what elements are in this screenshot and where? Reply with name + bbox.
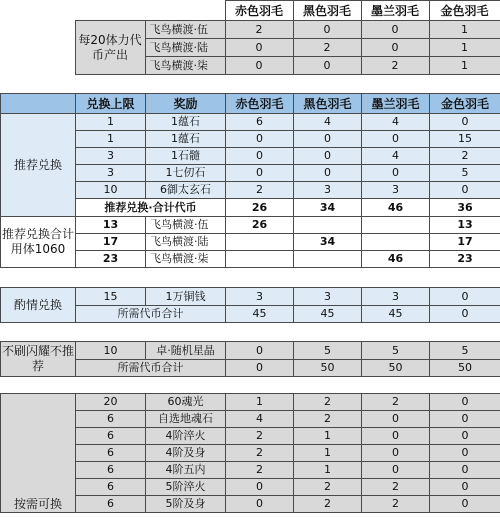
cell-value: 2 <box>430 148 500 165</box>
cell-value: 3 <box>294 288 362 306</box>
cell-value: 2 <box>225 21 293 39</box>
cell-value: 0 <box>430 445 500 462</box>
cell-value: 2 <box>361 57 429 75</box>
cell-value: 0 <box>361 21 429 39</box>
total-value: 46 <box>362 199 430 217</box>
reward-name: 1万铜钱 <box>146 288 226 306</box>
cell-value: 2 <box>362 479 430 496</box>
cell-value: 2 <box>294 394 362 411</box>
total-value: 36 <box>430 199 500 217</box>
cell-value <box>362 234 430 251</box>
header-black-feather: 黑色羽毛 <box>294 94 362 114</box>
reward-name: 1石髓 <box>146 148 226 165</box>
on-demand-exchange-table <box>0 393 500 517</box>
total-value: 50 <box>362 360 430 377</box>
cell-value: 0 <box>430 411 500 428</box>
run-count: 23 <box>76 251 146 268</box>
total-value: 45 <box>294 306 362 323</box>
stage-name: 飞鸟横渡·陆 <box>146 234 226 251</box>
cell-value: 0 <box>226 131 294 148</box>
cell-value: 0 <box>226 479 294 496</box>
cell-value <box>294 251 362 268</box>
header-red-feather: 赤色羽毛 <box>226 94 294 114</box>
reward-name: 6御太玄石 <box>146 182 226 199</box>
cell-value: 0 <box>293 57 361 75</box>
header-ink-feather: 墨兰羽毛 <box>361 1 429 21</box>
cell-value: 0 <box>362 462 430 479</box>
cell-value: 2 <box>226 445 294 462</box>
cell-value: 0 <box>362 411 430 428</box>
stage-name: 飞鸟横渡·柒 <box>145 57 225 75</box>
run-count: 13 <box>76 217 146 234</box>
section-label-on-demand: 按需可换 <box>1 394 76 513</box>
cell-value: 0 <box>430 462 500 479</box>
cell-value: 2 <box>362 496 430 513</box>
cell-value: 3 <box>226 288 294 306</box>
cell-value: 0 <box>430 288 500 306</box>
reward-name: 5阶及身 <box>146 496 226 513</box>
cell-value: 0 <box>430 428 500 445</box>
recommended-total-label: 推荐兑换·合计代币 <box>76 199 226 217</box>
cell-value: 0 <box>226 165 294 182</box>
cell-value: 2 <box>294 479 362 496</box>
exchange-limit: 15 <box>76 288 146 306</box>
cell-value: 17 <box>430 234 500 251</box>
cell-value: 0 <box>226 496 294 513</box>
cell-value: 0 <box>362 428 430 445</box>
cell-value: 4 <box>294 114 362 131</box>
cell-value: 0 <box>361 39 429 57</box>
total-value: 34 <box>294 199 362 217</box>
header-black-feather: 黑色羽毛 <box>293 1 361 21</box>
cell-value: 46 <box>362 251 430 268</box>
cell-value: 1 <box>294 462 362 479</box>
total-value: 26 <box>226 199 294 217</box>
reward-name: 4阶淬火 <box>146 428 226 445</box>
exchange-limit: 3 <box>76 148 146 165</box>
stage-name: 飞鸟横渡·伍 <box>146 217 226 234</box>
section-label-token-output: 每20体力代币产出 <box>75 21 145 75</box>
cell-value: 0 <box>430 114 500 131</box>
cell-value: 0 <box>362 165 430 182</box>
section-label-not-recommended: 不刷闪耀不推荐 <box>1 342 76 377</box>
cell-value: 1 <box>294 428 362 445</box>
cell-value <box>294 217 362 234</box>
cell-value: 0 <box>430 479 500 496</box>
exchange-limit: 6 <box>76 479 146 496</box>
exchange-limit: 6 <box>76 445 146 462</box>
section-label-stamina-total: 推荐兑换合计用体1060 <box>1 217 76 268</box>
header-gold-feather: 金色羽毛 <box>430 94 500 114</box>
cell-value: 5 <box>430 165 500 182</box>
cell-value: 2 <box>294 411 362 428</box>
cell-value: 13 <box>430 217 500 234</box>
cell-value: 0 <box>294 131 362 148</box>
required-total-label: 所需代币合计 <box>76 306 226 323</box>
reward-name: 1蕴石 <box>146 114 226 131</box>
cell-value: 3 <box>294 182 362 199</box>
cell-value: 1 <box>226 394 294 411</box>
exchange-limit: 6 <box>76 428 146 445</box>
total-value: 50 <box>430 360 500 377</box>
cell-value: 2 <box>226 462 294 479</box>
exchange-limit: 6 <box>76 411 146 428</box>
exchange-limit: 10 <box>76 342 146 360</box>
reward-name: 自选地魂石 <box>146 411 226 428</box>
section-label-optional: 酌情兑换 <box>1 288 76 323</box>
exchange-limit: 3 <box>76 165 146 182</box>
cell-value: 3 <box>362 182 430 199</box>
reward-name: 60魂光 <box>146 394 226 411</box>
cell-value: 2 <box>226 428 294 445</box>
cell-value: 5 <box>362 342 430 360</box>
cell-value <box>226 234 294 251</box>
corner-cell <box>1 94 76 114</box>
cell-value: 1 <box>429 57 500 75</box>
cell-value <box>362 217 430 234</box>
cell-value: 0 <box>294 148 362 165</box>
reward-name: 1蕴石 <box>146 131 226 148</box>
exchange-limit: 1 <box>76 131 146 148</box>
reward-name: 4阶五内 <box>146 462 226 479</box>
cell-value: 0 <box>226 342 294 360</box>
reward-name: 1七仞石 <box>146 165 226 182</box>
header-ink-feather: 墨兰羽毛 <box>362 94 430 114</box>
cell-value: 0 <box>225 57 293 75</box>
cell-value: 1 <box>429 39 500 57</box>
cell-value: 0 <box>430 182 500 199</box>
header-reward: 奖励 <box>146 94 226 114</box>
header-exchange-limit: 兑换上限 <box>76 94 146 114</box>
header-gold-feather: 金色羽毛 <box>429 1 500 21</box>
reward-name: 4阶及身 <box>146 445 226 462</box>
cell-value: 0 <box>293 21 361 39</box>
cell-value: 2 <box>293 39 361 57</box>
exchange-limit: 6 <box>76 462 146 479</box>
exchange-limit: 1 <box>76 114 146 131</box>
cell-value: 2 <box>362 394 430 411</box>
cell-value: 0 <box>225 39 293 57</box>
cell-value: 0 <box>430 394 500 411</box>
total-value: 45 <box>226 306 294 323</box>
stage-name: 飞鸟横渡·柒 <box>146 251 226 268</box>
cell-value: 1 <box>294 445 362 462</box>
cell-value: 26 <box>226 217 294 234</box>
stage-name: 飞鸟横渡·伍 <box>145 21 225 39</box>
cell-value: 5 <box>294 342 362 360</box>
cell-value: 4 <box>362 114 430 131</box>
cell-value: 5 <box>430 342 500 360</box>
total-value: 0 <box>226 360 294 377</box>
cell-value: 0 <box>226 148 294 165</box>
cell-value: 15 <box>430 131 500 148</box>
cell-value: 0 <box>362 131 430 148</box>
header-red-feather: 赤色羽毛 <box>225 1 293 21</box>
run-count: 17 <box>76 234 146 251</box>
reward-name: 5阶淬火 <box>146 479 226 496</box>
exchange-limit: 6 <box>76 496 146 513</box>
cell-value: 0 <box>430 496 500 513</box>
token-output-table <box>0 0 500 80</box>
cell-value: 4 <box>362 148 430 165</box>
cell-value: 2 <box>294 496 362 513</box>
cell-value: 4 <box>226 411 294 428</box>
total-value: 45 <box>362 306 430 323</box>
total-value: 0 <box>430 306 500 323</box>
cell-value: 2 <box>226 182 294 199</box>
cell-value: 0 <box>294 165 362 182</box>
cell-value: 34 <box>294 234 362 251</box>
exchange-limit: 20 <box>76 394 146 411</box>
cell-value: 3 <box>362 288 430 306</box>
stage-name: 飞鸟横渡·陆 <box>145 39 225 57</box>
reward-name: 卓·随机星晶 <box>146 342 226 360</box>
exchange-limit: 10 <box>76 182 146 199</box>
cell-value: 6 <box>226 114 294 131</box>
total-value: 50 <box>294 360 362 377</box>
cell-value: 1 <box>429 21 500 39</box>
section-label-recommended: 推荐兑换 <box>1 114 76 217</box>
cell-value <box>226 251 294 268</box>
cell-value: 23 <box>430 251 500 268</box>
required-total-label: 所需代币合计 <box>76 360 226 377</box>
cell-value: 0 <box>362 445 430 462</box>
